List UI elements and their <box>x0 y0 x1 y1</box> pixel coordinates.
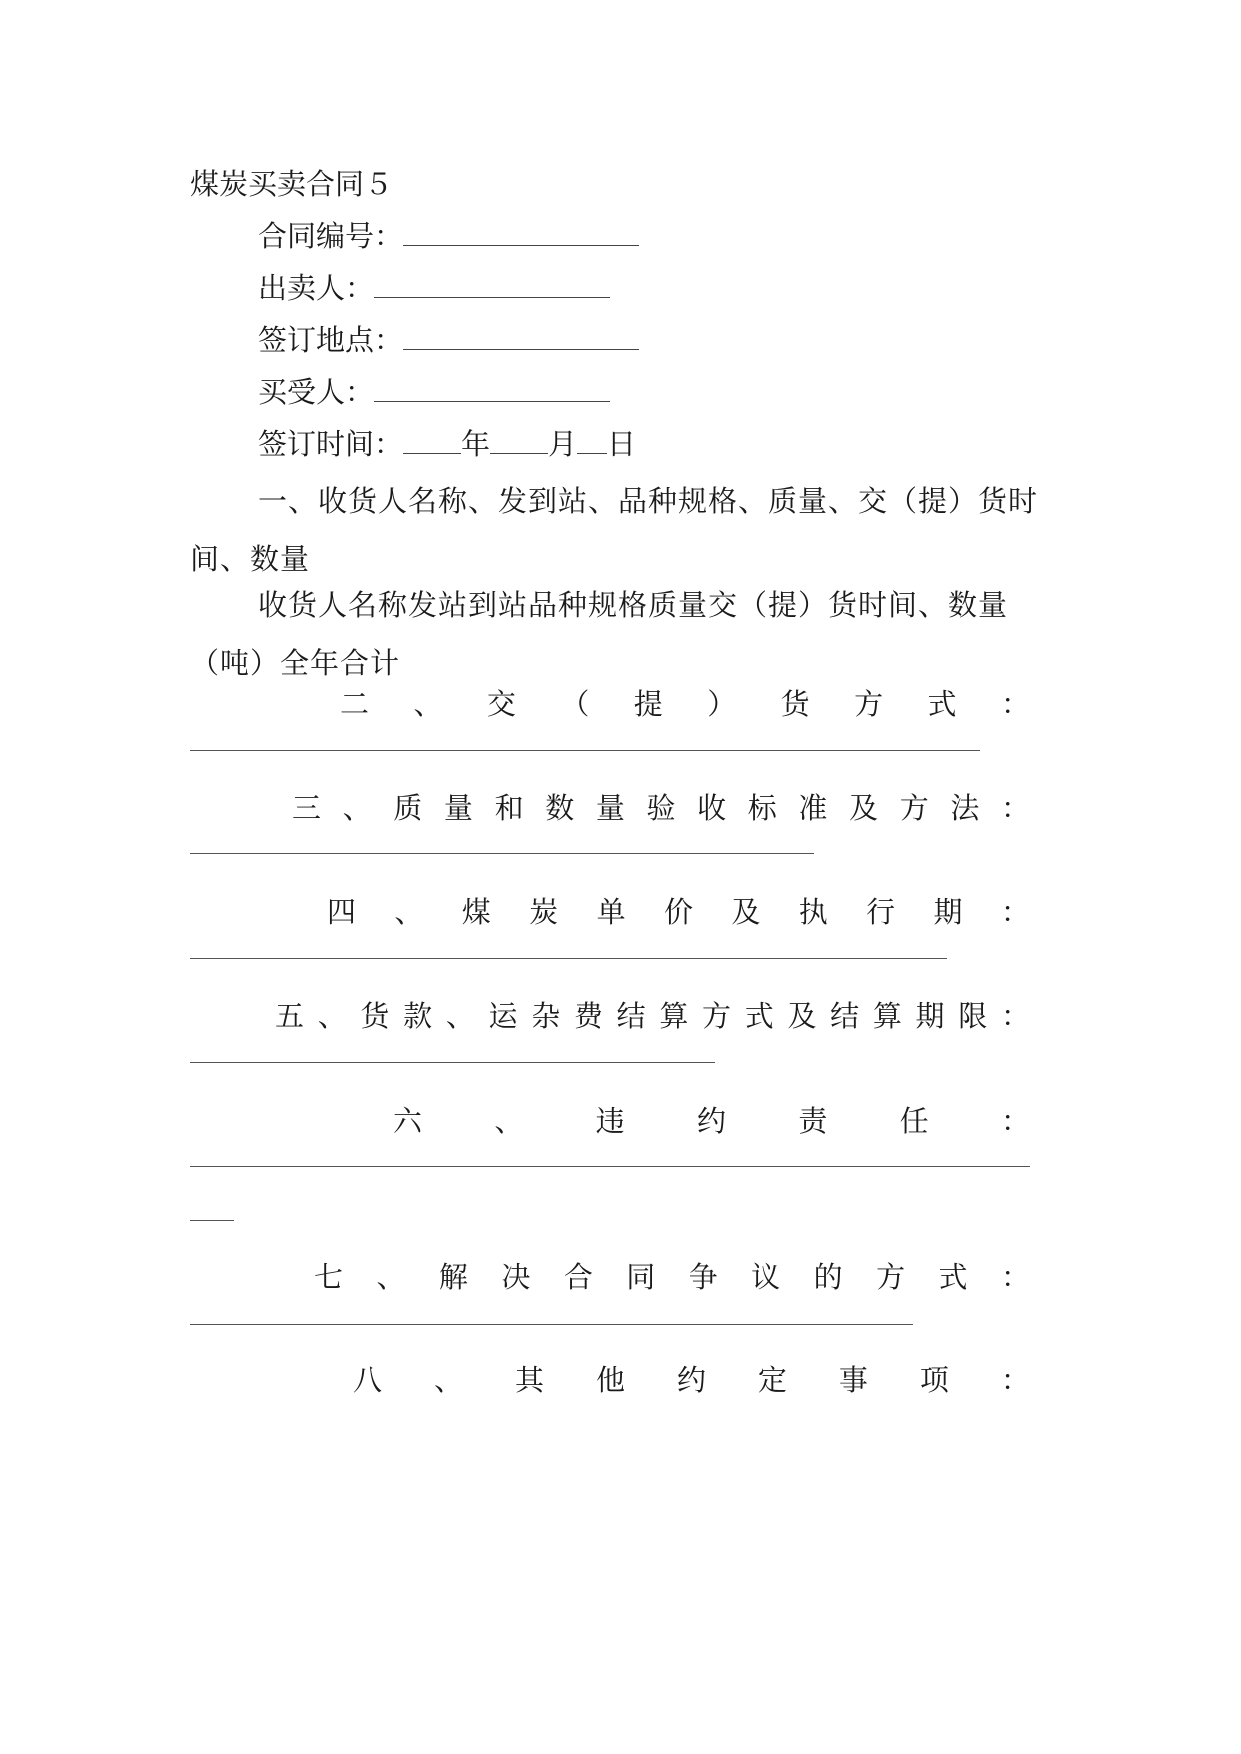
section-3-heading <box>292 790 1030 826</box>
month-blank[interactable] <box>490 427 548 454</box>
sign-time-label: 签订时间： <box>258 427 404 461</box>
heading-character: 和 <box>494 791 524 825</box>
contract-number-row <box>258 218 639 254</box>
heading-character: ： <box>1000 999 1030 1033</box>
heading-character: 单 <box>596 895 626 929</box>
heading-character: 式 <box>938 1260 968 1294</box>
heading-character: 期 <box>933 895 963 929</box>
section-heading-text <box>353 1362 1030 1398</box>
heading-character: 违 <box>595 1104 625 1138</box>
section-1-body: 收货人名称发站到站品种规格质量交（提）货时间、数量（吨）全年合计 <box>190 588 1009 680</box>
section-heading-text <box>327 894 1030 930</box>
heading-character: 决 <box>501 1260 531 1294</box>
section-5-blank[interactable] <box>190 1062 715 1063</box>
heading-character: 及 <box>731 895 761 929</box>
heading-character: 、 <box>342 791 372 825</box>
heading-character: 五 <box>275 999 305 1033</box>
heading-character: 价 <box>663 895 693 929</box>
heading-character: ： <box>1000 1260 1030 1294</box>
section-7-heading <box>314 1259 1030 1295</box>
heading-character: 结 <box>830 999 860 1033</box>
heading-character: 同 <box>626 1260 656 1294</box>
heading-character: 费 <box>573 999 603 1033</box>
heading-character: 、 <box>445 999 475 1033</box>
heading-character: 二 <box>340 687 370 721</box>
heading-character: ） <box>707 687 737 721</box>
heading-character: 提 <box>633 687 663 721</box>
section-3-blank[interactable] <box>190 853 814 854</box>
section-7-blank[interactable] <box>190 1324 913 1325</box>
heading-character: 煤 <box>461 895 491 929</box>
heading-character: 货 <box>360 999 390 1033</box>
section-8-heading <box>353 1362 1030 1398</box>
heading-character: 争 <box>688 1260 718 1294</box>
heading-character: 任 <box>899 1104 929 1138</box>
heading-character: （ <box>560 687 590 721</box>
heading-character: ： <box>1000 1363 1030 1397</box>
heading-character: 式 <box>927 687 957 721</box>
heading-character: 及 <box>849 791 879 825</box>
seller-label: 出卖人： <box>258 271 375 305</box>
heading-character: ： <box>1000 791 1030 825</box>
heading-character: 合 <box>563 1260 593 1294</box>
sign-place-blank[interactable] <box>403 323 639 350</box>
heading-character: 约 <box>676 1363 706 1397</box>
heading-character: 数 <box>545 791 575 825</box>
heading-character: 事 <box>838 1363 868 1397</box>
contract-number-label: 合同编号： <box>258 219 404 253</box>
section-6-blank[interactable] <box>190 1166 1030 1167</box>
seller-blank[interactable] <box>374 271 610 298</box>
heading-character: 四 <box>327 895 357 929</box>
heading-character: 法 <box>950 791 980 825</box>
seller-row <box>258 270 610 306</box>
sign-place-row <box>258 322 639 358</box>
heading-character: ： <box>1000 895 1030 929</box>
heading-character: 方 <box>876 1260 906 1294</box>
heading-character: 杂 <box>531 999 561 1033</box>
heading-character: 收 <box>697 791 727 825</box>
heading-character: 方 <box>854 687 884 721</box>
document-title: 煤炭买卖合同５ <box>190 167 394 201</box>
section-5-heading <box>275 998 1030 1034</box>
section-4-blank[interactable] <box>190 958 947 959</box>
heading-character: 算 <box>872 999 902 1033</box>
heading-character: 议 <box>751 1260 781 1294</box>
heading-character: 、 <box>494 1104 524 1138</box>
section-heading-text <box>393 1103 1030 1139</box>
heading-character: 期 <box>915 999 945 1033</box>
heading-character: 运 <box>488 999 518 1033</box>
heading-character: ： <box>1000 687 1030 721</box>
heading-character: 执 <box>798 895 828 929</box>
heading-character: ： <box>1000 1104 1030 1138</box>
heading-character: 、 <box>376 1260 406 1294</box>
heading-character: 、 <box>317 999 347 1033</box>
heading-character: 定 <box>757 1363 787 1397</box>
heading-character: 炭 <box>529 895 559 929</box>
sign-place-label: 签订地点： <box>258 323 404 357</box>
section-2-heading <box>340 686 1030 722</box>
heading-character: 六 <box>393 1104 423 1138</box>
day-label: 日 <box>607 427 637 461</box>
heading-character: 验 <box>646 791 676 825</box>
heading-character: 、 <box>433 1363 463 1397</box>
heading-character: 结 <box>616 999 646 1033</box>
heading-character: 、 <box>394 895 424 929</box>
heading-character: 算 <box>659 999 689 1033</box>
heading-character: 方 <box>702 999 732 1033</box>
sign-time-row <box>258 426 636 462</box>
heading-character: 约 <box>696 1104 726 1138</box>
heading-character: 标 <box>747 791 777 825</box>
heading-character: 交 <box>486 687 516 721</box>
day-blank[interactable] <box>577 427 607 454</box>
section-6-heading <box>393 1103 1030 1139</box>
heading-character: 其 <box>514 1363 544 1397</box>
heading-character: 八 <box>353 1363 383 1397</box>
contract-number-blank[interactable] <box>403 219 639 246</box>
heading-character: 量 <box>595 791 625 825</box>
heading-character: 量 <box>443 791 473 825</box>
year-blank[interactable] <box>403 427 461 454</box>
section-4-heading <box>327 894 1030 930</box>
buyer-label: 买受人： <box>258 375 375 409</box>
heading-character: 准 <box>798 791 828 825</box>
buyer-blank[interactable] <box>374 375 610 402</box>
section-heading-text <box>292 790 1030 826</box>
month-label: 月 <box>548 427 578 461</box>
heading-character: 款 <box>403 999 433 1033</box>
section-heading-text <box>340 686 1030 722</box>
heading-character: 他 <box>595 1363 625 1397</box>
heading-character: 方 <box>899 791 929 825</box>
heading-character: 的 <box>813 1260 843 1294</box>
heading-character: 货 <box>780 687 810 721</box>
heading-character: 质 <box>393 791 423 825</box>
heading-character: 式 <box>744 999 774 1033</box>
heading-character: 、 <box>413 687 443 721</box>
heading-character: 限 <box>958 999 988 1033</box>
heading-character: 责 <box>798 1104 828 1138</box>
heading-character: 解 <box>438 1260 468 1294</box>
section-heading-text <box>314 1259 1030 1295</box>
section-6-blank-continued[interactable] <box>190 1220 234 1221</box>
heading-character: 及 <box>787 999 817 1033</box>
heading-character: 行 <box>866 895 896 929</box>
heading-character: 七 <box>314 1260 344 1294</box>
year-label: 年 <box>461 427 491 461</box>
section-1-heading: 一、收货人名称、发到站、品种规格、质量、交（提）货时间、数量 <box>190 484 1039 576</box>
buyer-row <box>258 374 610 410</box>
heading-character: 三 <box>292 791 322 825</box>
heading-character: 项 <box>919 1363 949 1397</box>
section-2-blank[interactable] <box>190 750 980 751</box>
section-heading-text <box>275 998 1030 1034</box>
